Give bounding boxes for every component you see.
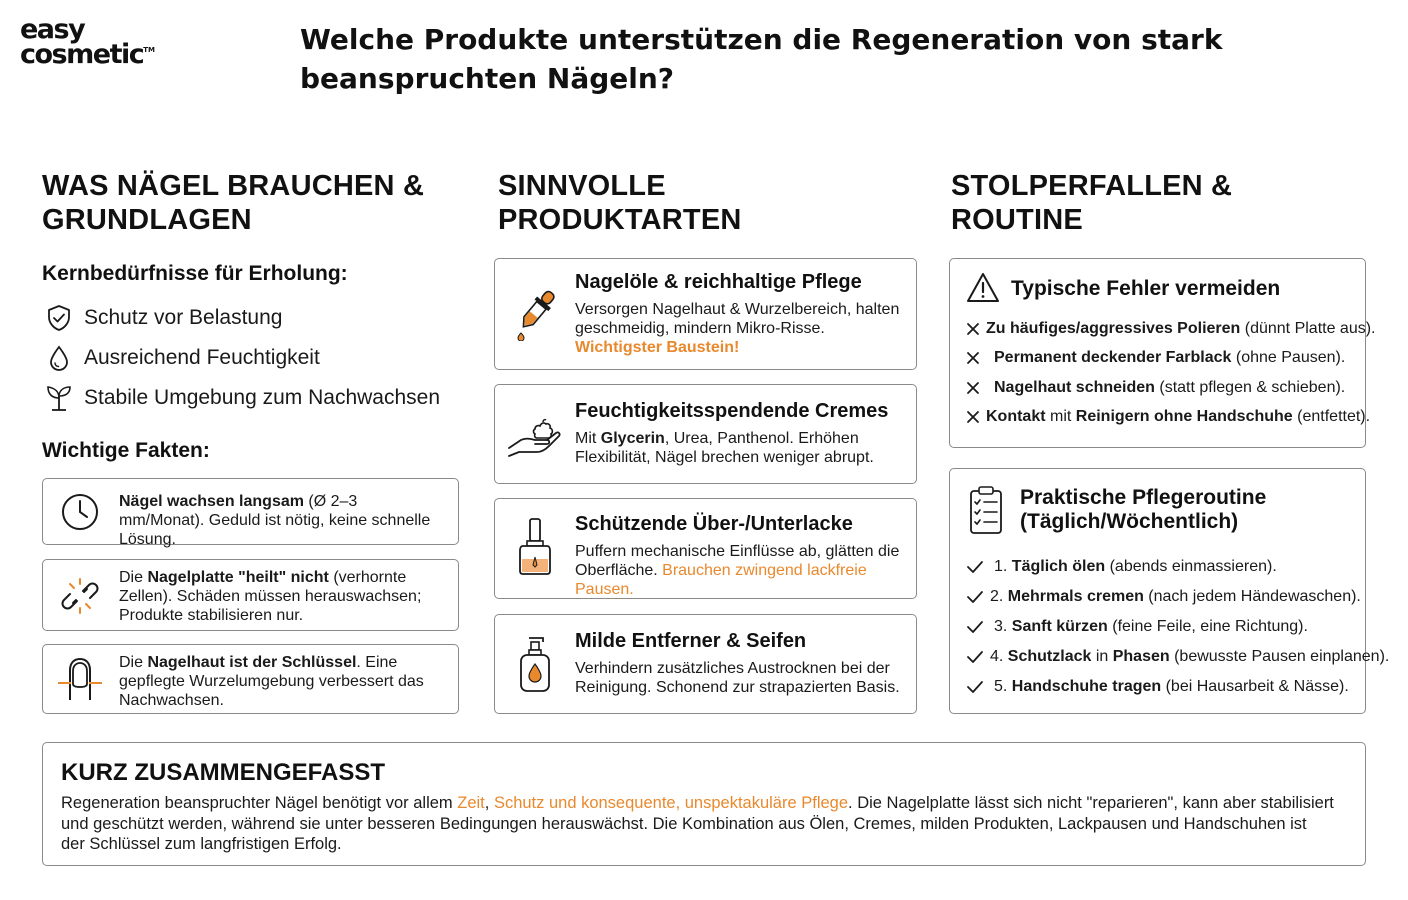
mistake-item [966,318,1376,340]
summary-rest: . Die Nagelplatte lässt sich nicht "reparieren", kann aber stabilisiert und geschützt werden, während sie unter besseren Bedingungen herauswächst. Die Kombination aus Ölen, Cremes, milden Produkten, Lackpausen und Handschuhen ist der Schlüssel zum langfristigen Erfolg. [61,794,1334,853]
mistake-mid: mit [1045,408,1076,425]
routine-heading-line-1: Praktische Pflegeroutine [1020,486,1267,509]
product-highlight: Wichtigster Baustein! [575,339,740,356]
nail-polish-icon [507,517,563,577]
routine-rest: (bewusste Pausen einplanen). [1169,648,1390,665]
brand-logo [20,14,190,70]
fact-card [42,559,459,631]
summary-highlight-2: Schutz und konsequente, unspektakuläre Pflege [493,794,849,812]
checkmark-icon [966,620,988,634]
need-label: Schutz vor Belastung [84,306,283,329]
routine-bold: Mehrmals cremen [1007,588,1144,605]
broken-link-icon [57,573,103,619]
dropper-icon [507,283,563,343]
cross-icon [966,351,988,365]
routine-heading-line-2: (Täglich/Wöchentlich) [1020,510,1239,533]
warning-icon [966,272,1000,304]
routine-bold: Schutzlack [1007,648,1092,665]
product-card [494,614,917,714]
routine-item [966,586,1359,608]
summary-separator: , [484,794,494,812]
checkmark-icon [966,590,984,604]
need-item [44,383,440,413]
mistake-item [966,347,1359,369]
routine-num: 2. [990,588,1008,605]
product-title: Feuchtigkeitsspendende Cremes [575,400,889,422]
product-text [575,429,908,467]
mistake-item [966,406,1371,428]
product-text [575,542,908,599]
routine-bold: Täglich ölen [1011,558,1106,575]
routine-mid: in [1091,648,1113,665]
product-text [575,300,908,357]
mistake-rest: (statt pflegen & schieben). [1154,379,1346,396]
cross-icon [966,322,980,336]
routine-bold: Sanft kürzen [1011,618,1108,635]
column-heading-products: SINNVOLLE PRODUKTARTEN [498,170,742,236]
need-label: Ausreichend Feuchtigkeit [84,346,320,369]
product-card [494,498,917,599]
routine-num: 1. [994,558,1012,575]
product-rest: , Urea, Panthenol. Erhöhen Flexibilität, Nägel brechen weniger abrupt. [575,430,874,466]
summary-heading: KURZ ZUSAMMENGEFASST [61,759,385,786]
mistakes-card [949,258,1376,448]
shield-check-icon [44,303,74,333]
need-label: Stabile Umgebung zum Nachwachsen [84,386,441,409]
water-drop-icon [44,343,74,373]
clipboard-checklist-icon [969,485,1003,535]
fact-rest: (Ø 2–3 mm/Monat). Geduld ist nötig, keine schnelle Lösung. [119,493,431,548]
mistake-rest: (entfettet). [1292,408,1371,425]
mistake-rest: (dünnt Platte aus). [1240,320,1376,337]
cross-icon [966,381,988,395]
need-item [44,343,320,373]
mistake-bold: Kontakt [986,408,1046,425]
routine-item [966,616,1359,638]
checkmark-icon [966,650,984,664]
needs-heading: Kernbedürfnisse für Erholung: [42,262,348,285]
checkmark-icon [966,560,988,574]
product-title: Milde Entferner & Seifen [575,630,807,652]
mistake-rest: (ohne Pausen). [1231,349,1346,366]
sprout-icon [44,383,74,413]
page-title: Welche Produkte unterstützen die Regeneration von stark beanspruchten Nägeln? [300,23,1223,95]
routine-num: 3. [994,618,1012,635]
fact-rest: . Eine gepflegte Wurzelumgebung verbessert das Nachwachsen. [119,654,424,709]
product-title: Schützende Über-/Unterlacke [575,513,853,535]
column-heading-basics: WAS NÄGEL BRAUCHEN & GRUNDLAGEN [42,170,425,236]
product-card [494,384,917,484]
routine-card [949,468,1390,714]
summary-card [42,742,1366,866]
product-description: Puffern mechanische Einflüsse ab, glätten die Oberfläche. [575,543,900,579]
fact-card [42,644,459,714]
fact-pre: Die [119,654,148,671]
routine-bold-2: Phasen [1112,648,1170,665]
summary-pre: Regeneration beanspruchter Nägel benötigt vor allem [61,794,458,812]
mistake-bold-2: Reinigern ohne Handschuhe [1075,408,1293,425]
product-text: Verhindern zusätzliches Austrocknen bei der Reinigung. Schonend zur strapazierten Basis. [575,660,900,696]
product-bold: Glycerin [600,430,665,447]
summary-text [61,793,1335,855]
fact-text [119,653,446,710]
mistake-bold: Zu häufiges/aggressives Polieren [986,320,1241,337]
column-heading-pitfalls: STOLPERFALLEN & ROUTINE [951,170,1233,236]
fingertip-cuticle-icon [57,656,103,702]
hand-cream-icon [507,405,563,465]
soap-pump-icon [507,633,563,693]
fact-bold: Nagelhaut ist der Schlüssel [147,654,357,671]
cross-icon [966,410,980,424]
routine-rest: (abends einmassieren). [1105,558,1277,575]
product-title: Nagelöle & reichhaltige Pflege [575,271,862,293]
routine-item [966,556,1359,578]
mistakes-heading: Typische Fehler vermeiden [1011,277,1281,300]
product-description: Versorgen Nagelhaut & Wurzelbereich, halten geschmeidig, mindern Mikro-Risse. [575,301,900,337]
fact-text [119,492,446,549]
logo-line-2: cosmetic [20,38,144,70]
clock-icon [57,489,103,535]
logo-line-1: easy [20,14,85,45]
fact-rest: (verhornte Zellen). Schäden müssen herauswachsen; Produkte stabilisieren nur. [119,569,422,624]
fact-bold: Nagelplatte "heilt" nicht [147,569,329,586]
product-highlight: Brauchen zwingend lackfreie Pausen. [575,562,867,598]
fact-text [119,568,446,625]
routine-rest: (bei Hausarbeit & Nässe). [1161,678,1349,695]
logo-trademark: TM [143,45,155,54]
mistake-bold: Permanent deckender Farblack [994,349,1232,366]
routine-bold: Handschuhe tragen [1011,678,1162,695]
fact-bold: Nägel wachsen langsam [119,493,304,510]
routine-rest: (nach jedem Händewaschen). [1143,588,1361,605]
product-pre: Mit [575,430,601,447]
routine-heading [1020,486,1266,534]
mistake-item [966,377,1359,399]
routine-num: 4. [990,648,1008,665]
routine-num: 5. [994,678,1012,695]
routine-rest: (feine Feile, eine Richtung). [1107,618,1308,635]
product-card [494,258,917,370]
routine-item [966,676,1359,698]
checkmark-icon [966,680,988,694]
routine-item [966,646,1390,668]
summary-highlight-1: Zeit [457,794,485,812]
fact-pre: Die [119,569,148,586]
mistake-bold: Nagelhaut schneiden [994,379,1155,396]
fact-card [42,478,459,548]
need-item [44,303,282,333]
facts-heading: Wichtige Fakten: [42,439,210,462]
